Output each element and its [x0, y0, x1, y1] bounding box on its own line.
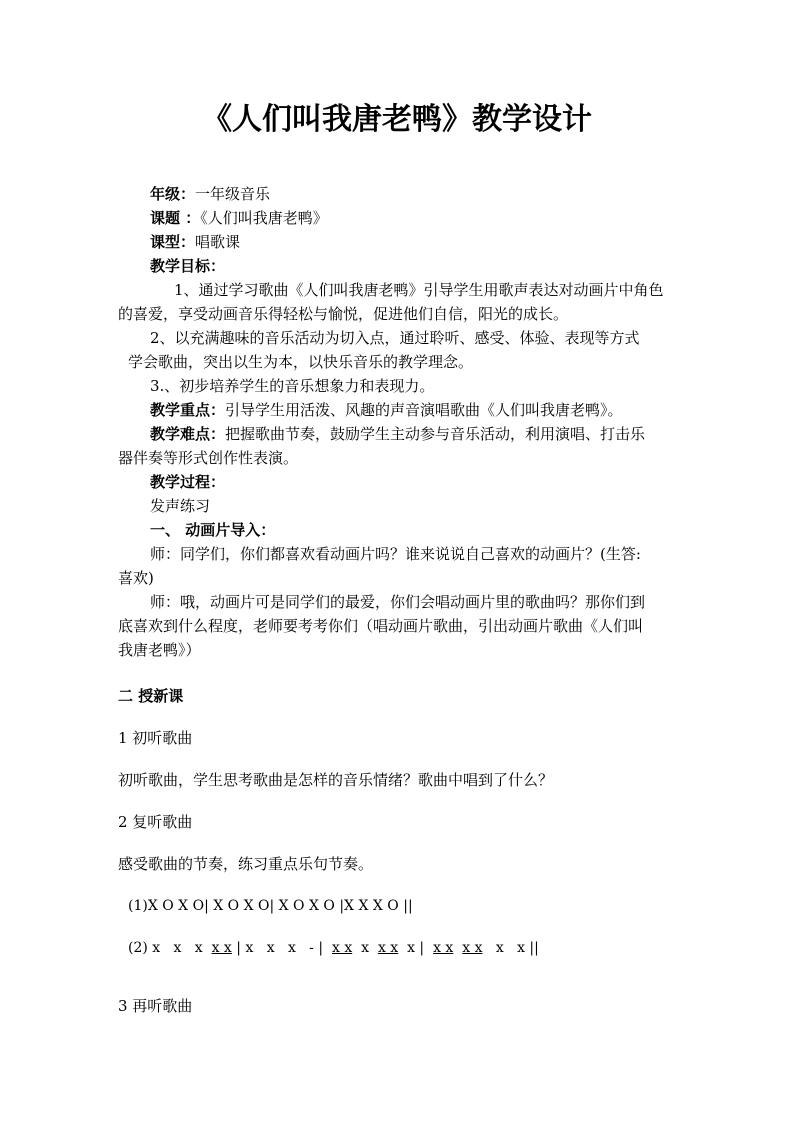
rhythm-2-part-1: (2) x x x — [128, 940, 212, 956]
rhythm-2-part-4: x | — [398, 940, 434, 956]
goal-1-line-2: 的喜爱，享受动画音乐得轻松与愉悦，促进他们自信，阳光的成长。 — [118, 305, 569, 323]
paragraph-2-line-3: 我唐老鸭》） — [118, 641, 201, 659]
paragraph-2-line-2: 底喜欢到什么程度，老师要考考你们（唱动画片歌曲，引出动画片歌曲《人们叫 — [118, 617, 644, 635]
rhythm-2-part-2: | x x x - | — [231, 940, 332, 956]
section-1-heading: 一、 动画片导入： — [150, 521, 276, 539]
difficulty-label: 教学难点： — [150, 425, 226, 443]
difficulty-text-1: 把握歌曲节奏，鼓励学生主动参与音乐活动，利用演唱、打击乐 — [225, 425, 646, 443]
key-point-text: 引导学生用活泼、风趣的声音演唱歌曲《人们叫我唐老鸭》。 — [225, 401, 623, 419]
process-heading: 教学过程： — [150, 473, 226, 491]
rhythm-2-underlined-3: x x — [377, 940, 399, 956]
type-line — [150, 232, 240, 252]
step-2-text: 感受歌曲的节奏，练习重点乐句节奏。 — [118, 855, 374, 873]
goals-heading: 教学目标： — [150, 257, 226, 275]
paragraph-1-line-1: 师：同学们，你们都喜欢看动画片吗？谁来说说自己喜欢的动画片？(生答: — [150, 545, 641, 563]
difficulty-line-1 — [150, 424, 645, 444]
topic-line — [150, 208, 328, 228]
goal-1-line-1: 1、通过学习歌曲《人们叫我唐老鸭》引导学生用歌声表达对动画片中角色 — [174, 281, 664, 299]
rhythm-2-underlined-1: x x — [211, 940, 232, 956]
step-1-heading: 1 初听歌曲 — [118, 729, 193, 747]
rhythm-1: (1)X O X O| X O X O| X O X O |X X X O || — [128, 898, 413, 914]
paragraph-2-line-1: 师：哦，动画片可是同学们的最爱，你们会唱动画片里的歌曲吗？那你们到 — [150, 593, 646, 611]
rhythm-2-underlined-5: x x — [462, 940, 483, 956]
rhythm-2-part-3: x — [352, 940, 378, 956]
type-value: 唱歌课 — [195, 233, 241, 251]
key-point-line — [150, 400, 623, 420]
goal-2-line-2: 学会歌曲，突出以生为本，以快乐音乐的教学理念。 — [128, 353, 474, 371]
grade-label: 年级： — [150, 185, 196, 203]
topic-value: 《人们叫我唐老鸭》 — [200, 209, 328, 227]
rhythm-2-underlined-4: x x — [433, 940, 454, 956]
section-2-heading: 二 授新课 — [118, 687, 184, 705]
topic-label: 课题 ： — [150, 209, 201, 227]
paragraph-1-line-2: 喜欢) — [118, 569, 154, 587]
rhythm-2-part-6: x x || — [482, 940, 539, 956]
step-2-heading: 2 复听歌曲 — [118, 813, 193, 831]
grade-line — [150, 184, 270, 204]
grade-value: 一年级音乐 — [195, 185, 271, 203]
rhythm-2-underlined-2: x x — [331, 940, 353, 956]
goal-3: 3.、初步培养学生的音乐想象力和表现力。 — [150, 377, 435, 395]
step-3-heading: 3 再听歌曲 — [118, 997, 193, 1015]
difficulty-line-2: 器伴奏等形式创作性表演。 — [118, 449, 299, 467]
key-point-label: 教学重点： — [150, 401, 226, 419]
warmup-text: 发声练习 — [150, 497, 211, 515]
rhythm-2 — [128, 938, 539, 958]
goal-2-line-1: 2、以充满趣味的音乐活动为切入点，通过聆听、感受、体验、表现等方式 — [150, 329, 640, 347]
document-title: 《人们叫我唐老鸭》教学设计 — [202, 102, 592, 137]
type-label: 课型： — [150, 233, 196, 251]
step-1-text: 初听歌曲，学生思考歌曲是怎样的音乐情绪？歌曲中唱到了什么？ — [118, 771, 554, 789]
rhythm-2-part-5 — [453, 938, 462, 958]
